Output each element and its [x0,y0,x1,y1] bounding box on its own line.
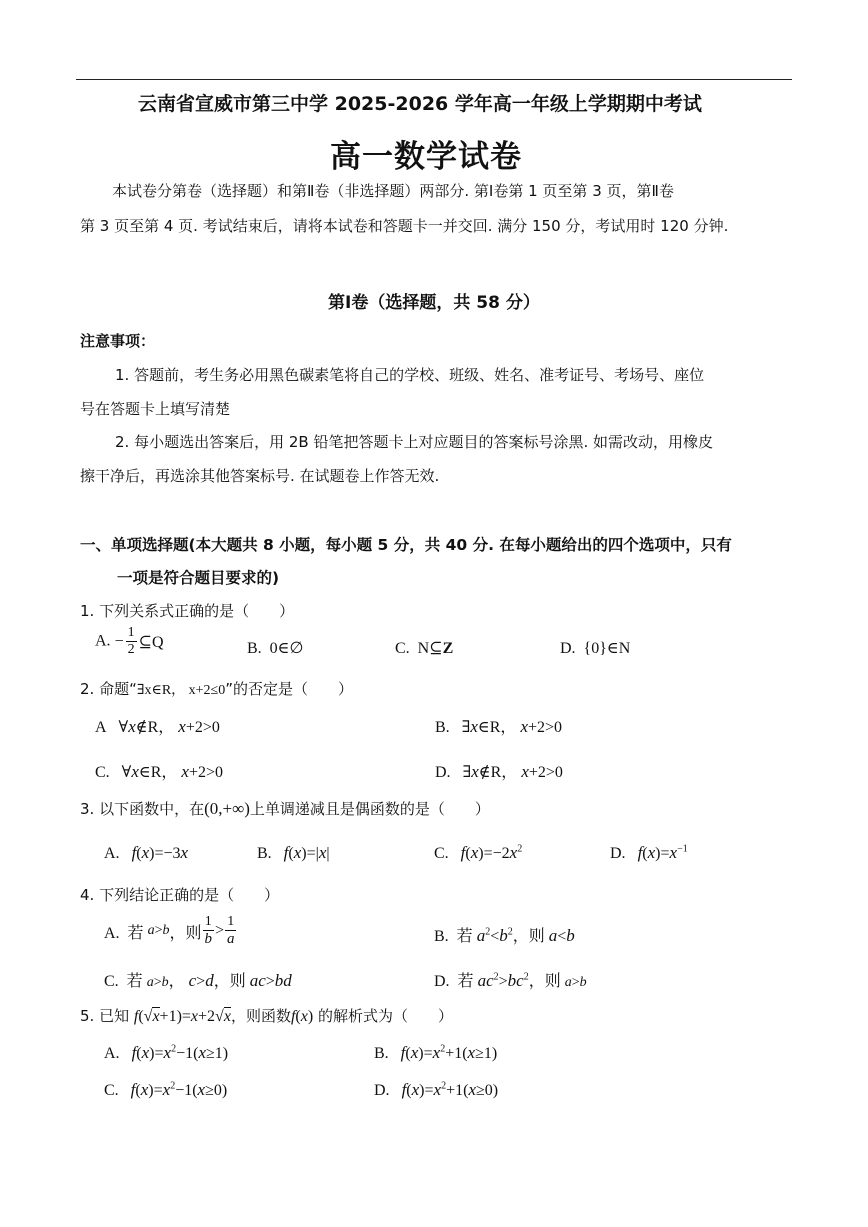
question-4-options-row-2 [104,968,804,992]
q1-option-a-rest: ⊆Q [138,633,164,651]
q2-stem-math: ∃x∈R， x+2≤0 [136,683,226,698]
q5-stem-after: 的解析式为（ ） [317,1007,453,1025]
q1-option-d[interactable]: D. {0}∈N [560,640,631,657]
question-5-stem [80,1005,453,1026]
q1-option-a[interactable] [95,626,164,657]
question-2-options-row-1 [95,714,795,738]
question-5-options-row-2 [104,1080,804,1104]
q2-option-a[interactable]: A ∀x∉R， x+2>0 [95,717,220,736]
notice-item-2-line-2: 擦干净后，再选涂其他答案标号. 在试题卷上作答无效. [80,467,440,485]
q3-stem-math: (0,+∞) [204,799,250,818]
question-5-options-row-1 [104,1043,804,1067]
q5-stem-before: 5. 已知 [80,1007,130,1025]
question-2-options-row-2 [95,759,795,783]
question-2-stem [80,678,353,699]
q4-option-c[interactable]: C. 若 a>b， c>d，则 ac>bd [104,971,292,990]
notice-item-2-line-1: 2. 每小题选出答案后，用 2B 铅笔把答题卡上对应题目的答案标号涂黑. 如需改动，用橡皮 [115,433,713,451]
section-heading: 第Ⅰ卷（选择题，共 58 分） [328,293,540,313]
q2-option-c[interactable]: C. ∀x∈R， x+2>0 [95,762,223,781]
question-1-options [95,625,795,657]
q2-option-b[interactable]: B. ∃x∈R， x+2>0 [435,717,563,736]
q2-option-d[interactable]: D. ∃x∉R， x+2>0 [435,762,563,781]
q5-option-a[interactable]: A. $f(x)=x^2-1(x\ge 1)$ [104,1043,229,1062]
question-3-options [104,843,804,867]
q3-option-c[interactable]: C. $f(x)=-2x^2$ [434,843,523,862]
q1-fraction: $\frac{1}{2}$ [127,625,135,657]
q2-stem-before: 2. 命题“ [80,680,137,698]
q3-stem-after: 上单调递减且是偶函数的是（ ） [249,800,490,818]
q1-option-a-label: A. [95,632,111,650]
q5-stem-math-2: f(x) [290,1008,314,1025]
notice-title: 注意事项： [80,332,156,350]
q4-option-a[interactable]: A. 若 a > b ，则 $\frac{1}{b}$ > $\frac{1}{a}$ [104,914,235,947]
intro-line-1: 本试卷分第卷（选择题）和第Ⅱ卷（非选择题）两部分. 第Ⅰ卷第 1 页至第 3 页，第Ⅱ卷 [112,182,674,200]
q4-option-d[interactable]: D. 若 $ac^2>bc^2$，则 a>b [434,971,587,990]
notice-item-1-line-1: 1. 答题前，考生务必用黑色碳素笔将自己的学校、班级、姓名、准考证号、考场号、座位 [115,366,705,384]
question-1-stem: 1. 下列关系式正确的是（ ） [80,602,295,620]
question-4-stem: 4. 下列结论正确的是（ ） [80,886,280,904]
notice-item-1-line-2: 号在答题卡上填写清楚 [80,400,231,418]
part1-heading-line-2: 一项是符合题目要求的) [117,569,280,587]
part1-heading-line-1: 一、单项选择题(本大题共 8 小题，每小题 5 分，共 40 分. 在每小题给出的四个选项中，只有 [80,536,732,554]
q5-option-d[interactable]: D. $f(x)=x^2+1(x\ge 0)$ [374,1080,499,1099]
q4-fraction-2: $\frac{1}{a}$ [227,914,235,947]
q5-stem-middle: ，则函数 [230,1007,291,1025]
question-3-stem [80,798,490,819]
q2-stem-after: ”的否定是（ ） [225,680,354,698]
paper-title: 高一数学试卷 [330,139,522,175]
q1-minus: − [114,632,124,650]
q3-option-d[interactable]: D. $f(x)=x^{-1}$ [610,843,688,862]
question-4-options-row-1 [104,914,804,947]
school-title: 云南省宣威市第三中学 2025-2026 学年高一年级上学期期中考试 [138,93,702,115]
q1-option-c[interactable]: C. N⊆Z [395,640,454,657]
q4-option-b[interactable]: B. 若 $a^2<b^2$，则 a<b [434,926,575,945]
q5-option-c[interactable]: C. $f(x)=x^2-1(x\ge 0)$ [104,1080,228,1099]
q5-option-b[interactable]: B. $f(x)=x^2+1(x\ge 1)$ [374,1043,498,1062]
intro-line-2: 第 3 页至第 4 页. 考试结束后，请将本试卷和答题卡一并交回. 满分 150 分，考试用时 120 分钟. [80,217,729,235]
q5-stem-math: f(√x+1)=x+2√x [133,1008,231,1025]
q3-option-a[interactable]: A. f(x)=−3x [104,843,189,862]
q4-fraction-1: $\frac{1}{b}$ [204,914,212,947]
header-rule [76,79,792,80]
q3-option-b[interactable]: B. f(x)=|x| [257,843,330,862]
q1-option-b[interactable]: B. 0∈∅ [247,640,304,657]
q3-stem-before: 3. 以下函数中，在 [80,800,205,818]
